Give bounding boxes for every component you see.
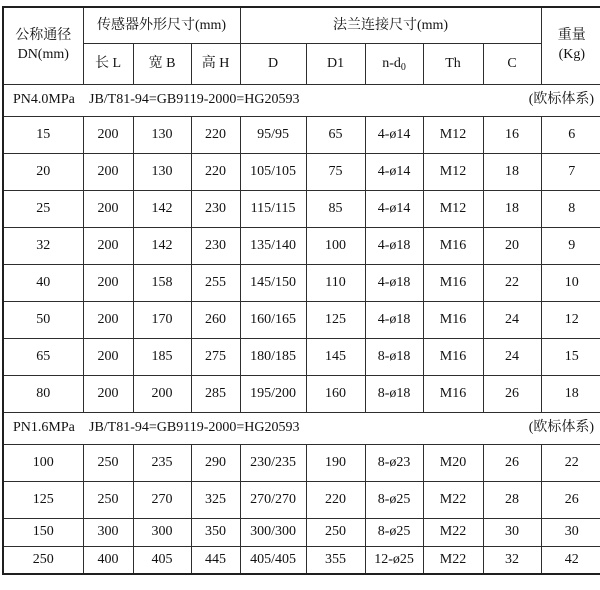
header-col-width: 宽 B [133, 43, 191, 84]
standard-label: JB/T81-94=GB9119-2000=HG20593 [89, 420, 300, 436]
cell-height: 230 [191, 190, 240, 227]
section-row [3, 84, 600, 116]
table-row [3, 227, 600, 264]
cell-bolt-holes: 4-ø18 [365, 227, 423, 264]
cell-length: 200 [83, 264, 133, 301]
cell-c: 18 [483, 153, 541, 190]
cell-d: 115/115 [240, 190, 306, 227]
cell-weight: 18 [541, 375, 600, 412]
table-row [3, 481, 600, 518]
cell-height: 290 [191, 444, 240, 481]
cell-width: 158 [133, 264, 191, 301]
cell-bolt-holes: 12-ø25 [365, 546, 423, 574]
header-col-th: Th [423, 43, 483, 84]
cell-weight: 42 [541, 546, 600, 574]
standard-label: JB/T81-94=GB9119-2000=HG20593 [89, 92, 300, 108]
cell-height: 230 [191, 227, 240, 264]
cell-length: 250 [83, 444, 133, 481]
cell-d: 145/150 [240, 264, 306, 301]
header-col-length: 长 L [83, 43, 133, 84]
cell-weight: 10 [541, 264, 600, 301]
cell-c: 22 [483, 264, 541, 301]
cell-length: 250 [83, 481, 133, 518]
cell-length: 200 [83, 375, 133, 412]
table-row [3, 301, 600, 338]
cell-bolt-holes: 8-ø23 [365, 444, 423, 481]
cell-height: 325 [191, 481, 240, 518]
cell-d: 270/270 [240, 481, 306, 518]
cell-bolt-holes: 8-ø25 [365, 518, 423, 546]
standard-system-note: (欧标体系) [528, 92, 595, 108]
cell-thread: M22 [423, 481, 483, 518]
cell-c: 24 [483, 338, 541, 375]
cell-d1: 65 [306, 116, 365, 153]
spec-table [2, 6, 600, 575]
cell-d1: 355 [306, 546, 365, 574]
table-row [3, 444, 600, 481]
cell-d: 405/405 [240, 546, 306, 574]
cell-length: 200 [83, 301, 133, 338]
header-nominal-diameter-line2: DN(mm) [17, 46, 69, 62]
cell-thread: M12 [423, 116, 483, 153]
cell-weight: 6 [541, 116, 600, 153]
table-row [3, 338, 600, 375]
cell-dn: 65 [3, 338, 83, 375]
header-weight-line1: 重量 [557, 27, 586, 43]
cell-d: 230/235 [240, 444, 306, 481]
cell-thread: M12 [423, 153, 483, 190]
header-col-d1: D1 [306, 43, 365, 84]
cell-c: 20 [483, 227, 541, 264]
cell-dn: 100 [3, 444, 83, 481]
cell-d1: 250 [306, 518, 365, 546]
cell-c: 26 [483, 375, 541, 412]
cell-thread: M12 [423, 190, 483, 227]
cell-dn: 250 [3, 546, 83, 574]
cell-d: 95/95 [240, 116, 306, 153]
cell-thread: M22 [423, 518, 483, 546]
cell-d1: 110 [306, 264, 365, 301]
cell-dn: 15 [3, 116, 83, 153]
cell-d: 180/185 [240, 338, 306, 375]
table-row [3, 116, 600, 153]
cell-length: 200 [83, 116, 133, 153]
cell-c: 30 [483, 518, 541, 546]
cell-thread: M16 [423, 264, 483, 301]
cell-length: 200 [83, 153, 133, 190]
header-col-height: 高 H [191, 43, 240, 84]
cell-dn: 125 [3, 481, 83, 518]
cell-d1: 85 [306, 190, 365, 227]
cell-d: 135/140 [240, 227, 306, 264]
cell-height: 220 [191, 153, 240, 190]
cell-width: 270 [133, 481, 191, 518]
cell-width: 170 [133, 301, 191, 338]
cell-dn: 150 [3, 518, 83, 546]
header-weight-line2: (Kg) [558, 46, 586, 62]
section-cell [3, 84, 600, 116]
cell-d1: 220 [306, 481, 365, 518]
cell-height: 285 [191, 375, 240, 412]
cell-height: 220 [191, 116, 240, 153]
header-col-nd0-sub: 0 [400, 61, 406, 73]
cell-height: 445 [191, 546, 240, 574]
cell-weight: 12 [541, 301, 600, 338]
section-cell [3, 412, 600, 444]
cell-d1: 145 [306, 338, 365, 375]
cell-c: 16 [483, 116, 541, 153]
cell-height: 350 [191, 518, 240, 546]
cell-width: 185 [133, 338, 191, 375]
cell-bolt-holes: 8-ø25 [365, 481, 423, 518]
cell-width: 142 [133, 227, 191, 264]
section-row [3, 412, 600, 444]
header-col-d: D [240, 43, 306, 84]
cell-weight: 7 [541, 153, 600, 190]
cell-thread: M16 [423, 227, 483, 264]
cell-thread: M16 [423, 338, 483, 375]
cell-width: 200 [133, 375, 191, 412]
cell-weight: 15 [541, 338, 600, 375]
cell-length: 400 [83, 546, 133, 574]
cell-c: 32 [483, 546, 541, 574]
cell-dn: 25 [3, 190, 83, 227]
cell-bolt-holes: 4-ø18 [365, 301, 423, 338]
cell-length: 200 [83, 227, 133, 264]
standard-system-note: (欧标体系) [528, 420, 595, 436]
cell-weight: 30 [541, 518, 600, 546]
cell-width: 405 [133, 546, 191, 574]
cell-bolt-holes: 4-ø14 [365, 116, 423, 153]
cell-width: 142 [133, 190, 191, 227]
cell-bolt-holes: 4-ø18 [365, 264, 423, 301]
table-row [3, 375, 600, 412]
cell-d1: 100 [306, 227, 365, 264]
cell-c: 26 [483, 444, 541, 481]
cell-weight: 9 [541, 227, 600, 264]
cell-height: 275 [191, 338, 240, 375]
cell-d1: 75 [306, 153, 365, 190]
cell-weight: 26 [541, 481, 600, 518]
cell-thread: M16 [423, 375, 483, 412]
cell-width: 130 [133, 116, 191, 153]
cell-length: 300 [83, 518, 133, 546]
cell-thread: M16 [423, 301, 483, 338]
cell-d1: 125 [306, 301, 365, 338]
cell-dn: 40 [3, 264, 83, 301]
table-row [3, 264, 600, 301]
header-nominal-diameter-line1: 公称通径 [15, 27, 72, 43]
header-col-nd0-base: n-d [382, 55, 401, 71]
header-col-c: C [483, 43, 541, 84]
cell-weight: 8 [541, 190, 600, 227]
table-row [3, 153, 600, 190]
table-row [3, 546, 600, 574]
cell-bolt-holes: 8-ø18 [365, 338, 423, 375]
cell-d1: 190 [306, 444, 365, 481]
cell-d: 160/165 [240, 301, 306, 338]
cell-length: 200 [83, 338, 133, 375]
section-content [13, 91, 594, 109]
header-nominal-diameter [3, 7, 83, 84]
cell-d: 195/200 [240, 375, 306, 412]
header-sensor-dimensions-group: 传感器外形尺寸(mm) [83, 7, 240, 43]
cell-bolt-holes: 4-ø14 [365, 190, 423, 227]
cell-dn: 50 [3, 301, 83, 338]
cell-width: 235 [133, 444, 191, 481]
header-col-nd0 [365, 43, 423, 84]
cell-thread: M22 [423, 546, 483, 574]
cell-length: 200 [83, 190, 133, 227]
header-flange-dimensions-group: 法兰连接尺寸(mm) [240, 7, 541, 43]
cell-bolt-holes: 4-ø14 [365, 153, 423, 190]
table-row [3, 518, 600, 546]
cell-c: 28 [483, 481, 541, 518]
header-weight [541, 7, 600, 84]
cell-d1: 160 [306, 375, 365, 412]
cell-dn: 32 [3, 227, 83, 264]
cell-height: 255 [191, 264, 240, 301]
cell-width: 300 [133, 518, 191, 546]
cell-thread: M20 [423, 444, 483, 481]
table-row [3, 190, 600, 227]
pressure-rating-label: PN1.6MPa [13, 420, 75, 436]
pressure-rating-label: PN4.0MPa [13, 92, 75, 108]
cell-c: 18 [483, 190, 541, 227]
cell-height: 260 [191, 301, 240, 338]
cell-weight: 22 [541, 444, 600, 481]
cell-c: 24 [483, 301, 541, 338]
section-content [13, 419, 594, 437]
cell-d: 300/300 [240, 518, 306, 546]
cell-bolt-holes: 8-ø18 [365, 375, 423, 412]
cell-width: 130 [133, 153, 191, 190]
cell-dn: 80 [3, 375, 83, 412]
cell-d: 105/105 [240, 153, 306, 190]
cell-dn: 20 [3, 153, 83, 190]
